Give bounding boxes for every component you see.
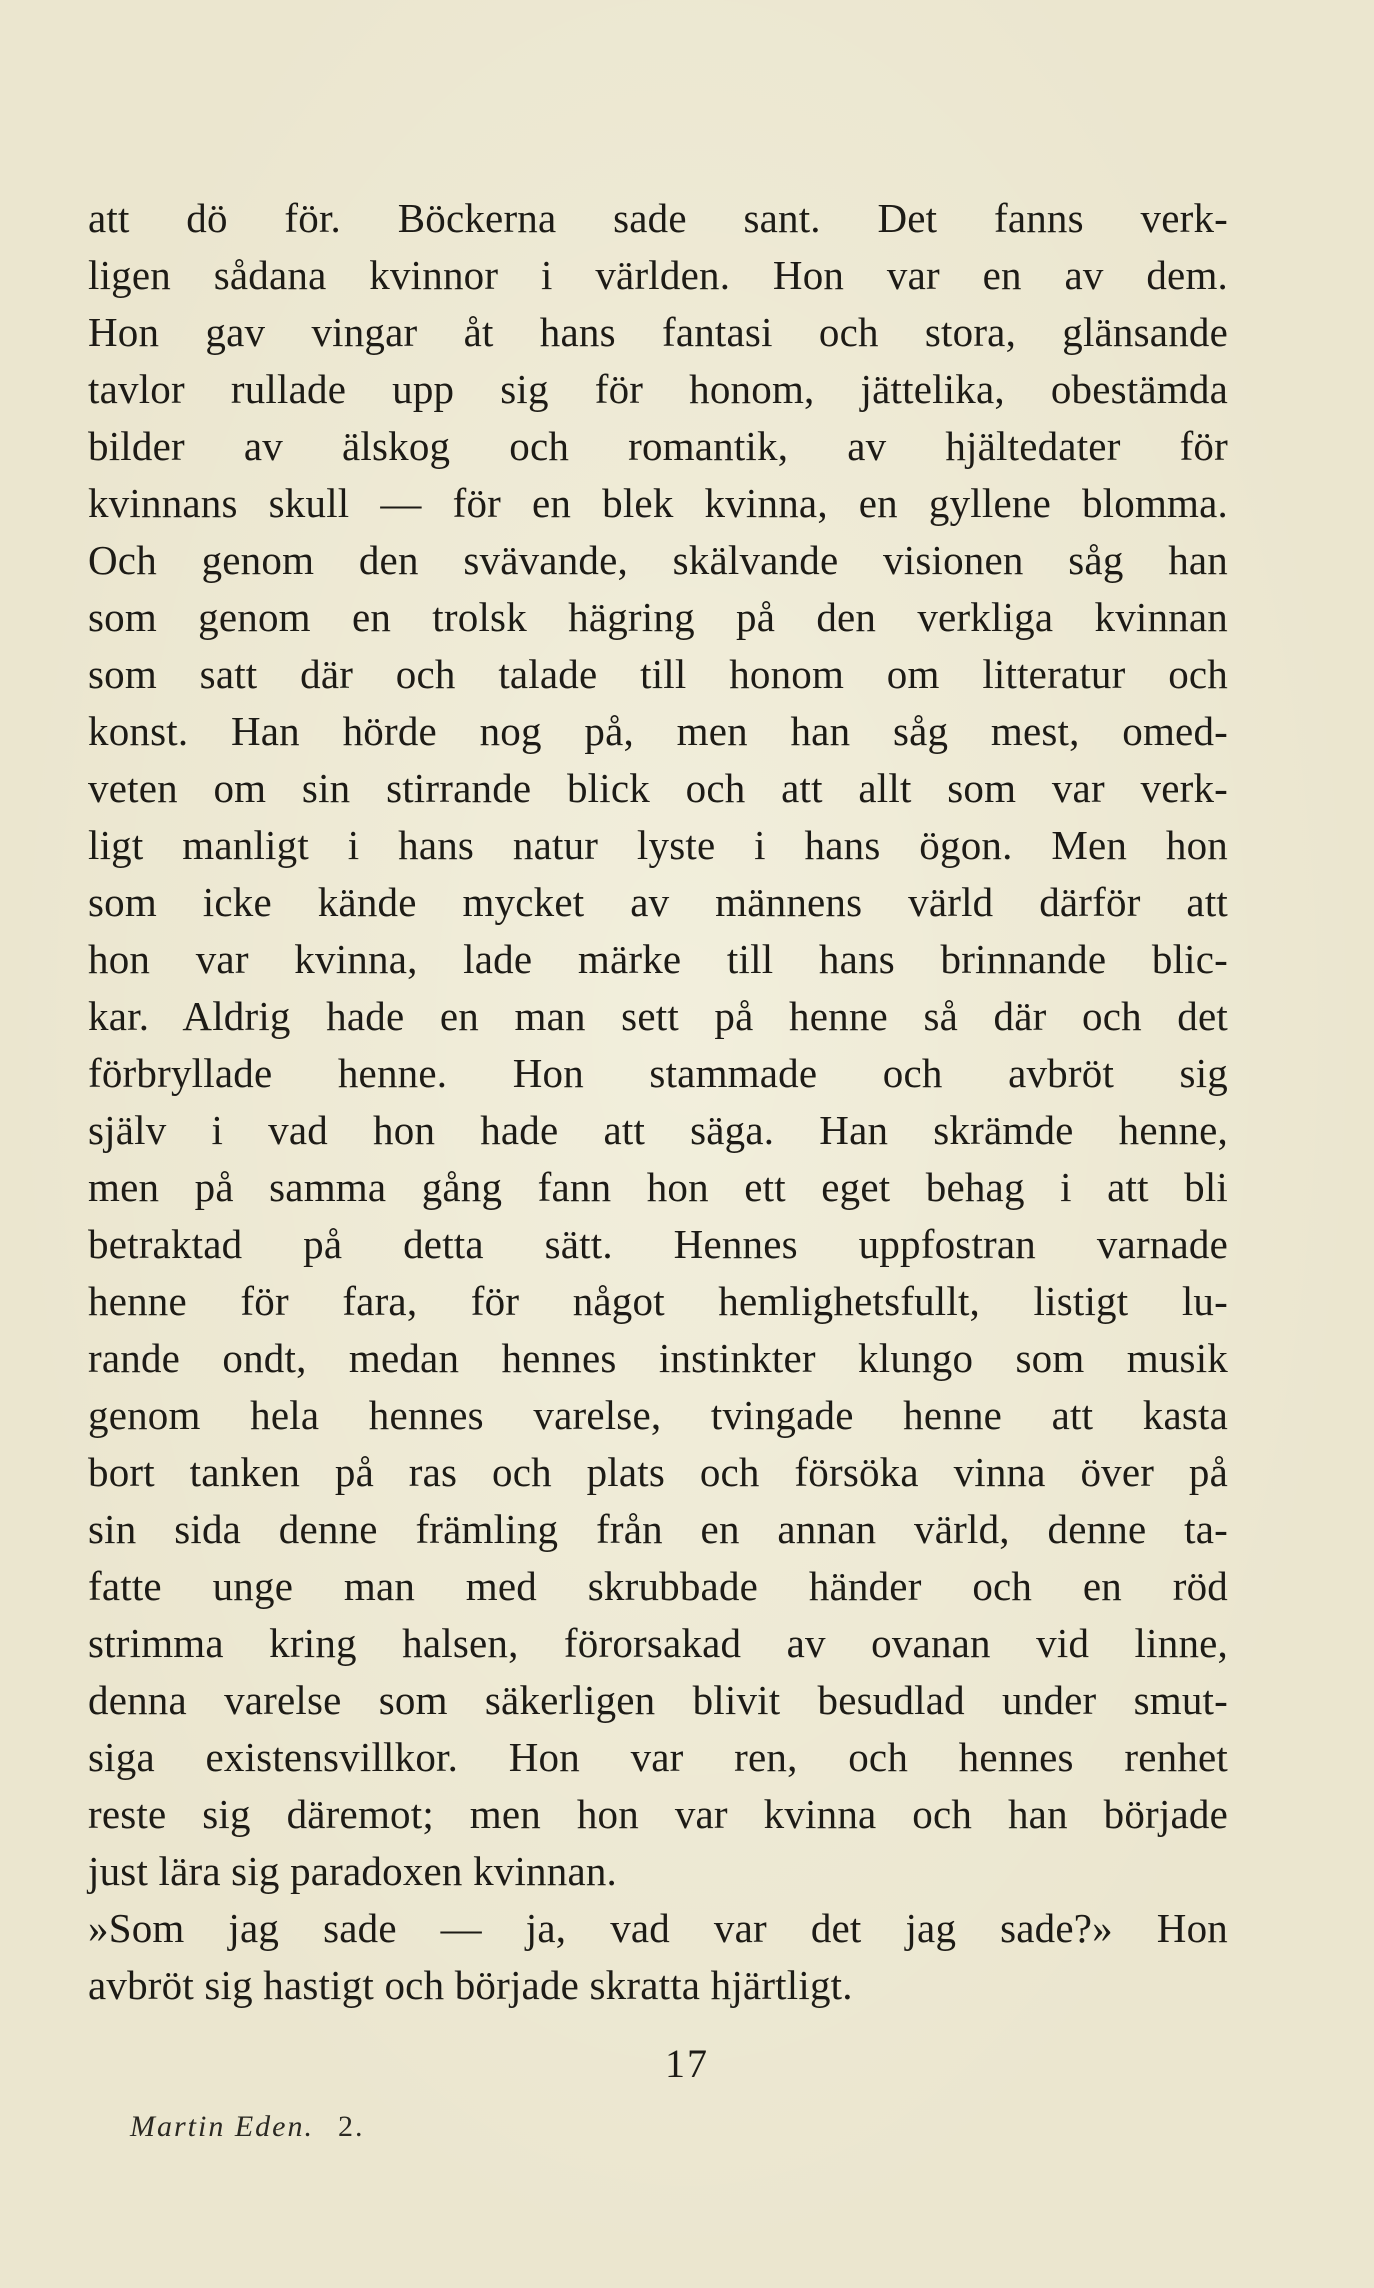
text-line: Hon gav vingar åt hans fantasi och stora, glänsande bbox=[88, 309, 1228, 355]
text-line: sin sida denne främling från en annan värld, denne ta- bbox=[88, 1506, 1228, 1552]
text-line: förbryllade henne. Hon stammade och avbröt sig bbox=[88, 1050, 1228, 1096]
text-line: »Som jag sade — ja, vad var det jag sade?» Hon bbox=[88, 1905, 1228, 1951]
text-line: betraktad på detta sätt. Hennes uppfostran varnade bbox=[88, 1221, 1228, 1267]
text-line: avbröt sig hastigt och började skratta hjärtligt. bbox=[88, 1962, 853, 2008]
text-line: att dö för. Böckerna sade sant. Det fanns verk- bbox=[88, 195, 1228, 241]
text-line: konst. Han hörde nog på, men han såg mest, omed- bbox=[88, 708, 1228, 754]
text-line: just lära sig paradoxen kvinnan. bbox=[88, 1848, 618, 1894]
text-line: som satt där och talade till honom om litteratur och bbox=[88, 651, 1228, 697]
text-line: bort tanken på ras och plats och försöka vinna över på bbox=[88, 1449, 1228, 1495]
signature-mark bbox=[130, 2110, 364, 2144]
text-line: kvinnans skull — för en blek kvinna, en gyllene blomma. bbox=[88, 480, 1228, 526]
signature-number: 2. bbox=[337, 2110, 365, 2143]
text-line: henne för fara, för något hemlighetsfullt, listigt lu- bbox=[88, 1278, 1228, 1324]
text-line: denna varelse som säkerligen blivit besudlad under smut- bbox=[88, 1677, 1228, 1723]
text-line: siga existensvillkor. Hon var ren, och hennes renhet bbox=[88, 1734, 1228, 1780]
text-line: men på samma gång fann hon ett eget behag i att bli bbox=[88, 1164, 1228, 1210]
text-line: strimma kring halsen, förorsakad av ovanan vid linne, bbox=[88, 1620, 1228, 1666]
body-text bbox=[88, 190, 1228, 2014]
text-line: ligt manligt i hans natur lyste i hans ögon. Men hon bbox=[88, 822, 1228, 868]
text-line: ligen sådana kvinnor i världen. Hon var en av dem. bbox=[88, 252, 1228, 298]
text-line: Och genom den svävande, skälvande visionen såg han bbox=[88, 537, 1228, 583]
text-line: bilder av älskog och romantik, av hjältedater för bbox=[88, 423, 1228, 469]
text-line: som icke kände mycket av männens värld därför att bbox=[88, 879, 1228, 925]
text-line: som genom en trolsk hägring på den verkliga kvinnan bbox=[88, 594, 1228, 640]
text-line: rande ondt, medan hennes instinkter klungo som musik bbox=[88, 1335, 1228, 1381]
signature-title: Martin Eden. bbox=[130, 2110, 314, 2143]
text-line: reste sig däremot; men hon var kvinna och han började bbox=[88, 1791, 1228, 1837]
text-line: veten om sin stirrande blick och att allt som var verk- bbox=[88, 765, 1228, 811]
text-line: fatte unge man med skrubbade händer och en röd bbox=[88, 1563, 1228, 1609]
text-line: hon var kvinna, lade märke till hans brinnande blic- bbox=[88, 936, 1228, 982]
text-line: kar. Aldrig hade en man sett på henne så där och det bbox=[88, 993, 1228, 1039]
page-number: 17 bbox=[665, 2041, 709, 2086]
text-line: tavlor rullade upp sig för honom, jättelika, obestämda bbox=[88, 366, 1228, 412]
text-line: själv i vad hon hade att säga. Han skrämde henne, bbox=[88, 1107, 1228, 1153]
text-line: genom hela hennes varelse, tvingade henne att kasta bbox=[88, 1392, 1228, 1438]
